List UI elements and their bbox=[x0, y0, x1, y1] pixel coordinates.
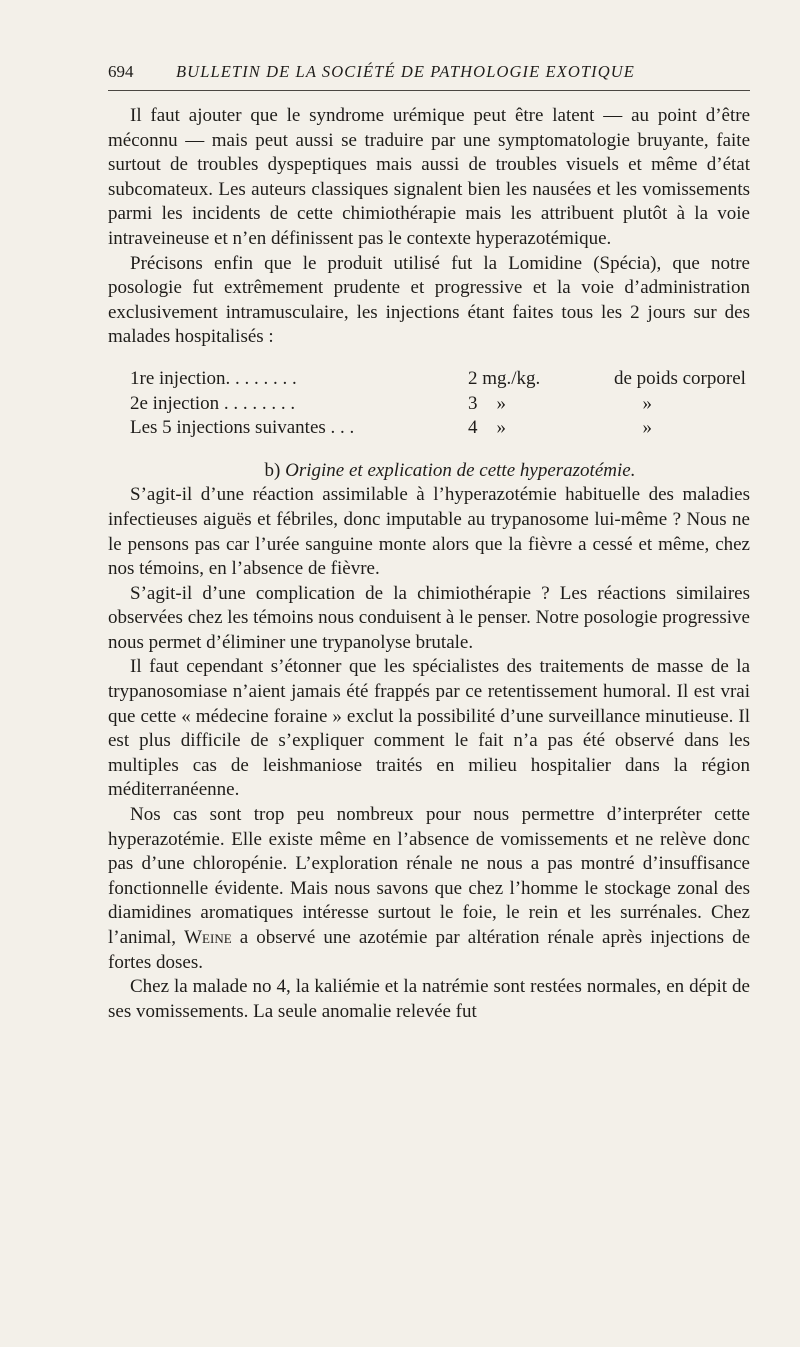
dosage-table bbox=[130, 367, 750, 441]
paragraph: Chez la malade no 4, la kaliémie et la natrémie sont restées normales, en dépit de ses vomissements. La seule anomalie relevée fut bbox=[108, 976, 750, 1022]
paragraph: S’agit-il d’une réaction assimilable à l’hyperazotémie habituelle des maladies infectieuses aiguës et fébriles, donc imputable au trypanosome lui-même ? Nous ne le pensons pas car l’urée sanguine monte alors que la fièvre a cessé et même, chez nos témoins, en l’absence de fièvre. bbox=[108, 484, 750, 580]
paragraph-text: a observé une azotémie par altération rénale après injections de fortes doses. bbox=[108, 927, 751, 973]
section-title: Origine et explication de cette hyperazotémie. bbox=[285, 459, 636, 481]
body-text bbox=[108, 104, 750, 1024]
section-prefix: b) bbox=[264, 459, 281, 481]
section-heading bbox=[108, 459, 750, 484]
table-row bbox=[130, 392, 750, 417]
table-row bbox=[130, 367, 750, 392]
paragraph: Il faut cependant s’étonner que les spécialistes des traitements de masse de la trypanosomiase n’aient jamais été frappés par ce retentissement humoral. Il est vrai que cette « médecine foraine » exclut la possibilité d’une surveillance minutieuse. Il est plus difficile de s’expliquer comment le fait n’a pas été observé dans les multiples cas de leishmaniose traités en milieu hospitalier dans la région méditerranéenne. bbox=[108, 656, 750, 801]
paragraph-text: Nos cas sont trop peu nombreux pour nous permettre d’interpréter cette hyperazotémie. Elle existe même en l’absence de vomissements et ne relève donc pas d’une chloropénie. L’exploration rénale ne nous a pas montré d’insuffisance fonctionnelle évidente. Mais nous savons que chez l’homme le stockage zonal des diamidines aromatiques intéresse surtout le foie, le rein et les surrénales. Chez l’animal, bbox=[108, 804, 750, 948]
paragraph bbox=[108, 803, 750, 975]
dose-value: 3 » bbox=[468, 392, 506, 414]
dose-unit: » bbox=[614, 417, 652, 439]
dose-unit: » bbox=[614, 392, 652, 414]
page-number: 694 bbox=[108, 62, 134, 81]
dose-label: 2e injection . . . . . . . . bbox=[130, 392, 296, 414]
paragraph: S’agit-il d’une complication de la chimiothérapie ? Les réactions similaires observées chez les témoins nous conduisent à le penser. Notre posologie progressive nous permet d’éliminer une trypanolyse brutale. bbox=[108, 582, 750, 653]
dose-label: Les 5 injections suivantes . . . bbox=[130, 417, 355, 439]
journal-title: BULLETIN DE LA SOCIÉTÉ DE PATHOLOGIE EXOTIQUE bbox=[176, 62, 635, 81]
dose-unit: de poids corporel bbox=[614, 367, 746, 389]
paragraph: Précisons enfin que le produit utilisé fut la Lomidine (Spécia), que notre posologie fut extrêmement prudente et progressive et la voie d’administration exclusivement intramusculaire, les injections étant faites tous les 2 jours sur des malades hospitalisés : bbox=[108, 252, 750, 348]
dose-value: 2 mg./kg. bbox=[468, 367, 541, 389]
dose-label: 1re injection. . . . . . . . bbox=[130, 367, 297, 389]
running-head bbox=[108, 58, 750, 91]
paragraph: Il faut ajouter que le syndrome urémique peut être latent — au point d’être méconnu — mais peut aussi se traduire par une symptomatologie bruyante, faite surtout de troubles dyspeptiques mais aussi de troubles visuels et même d’état subcomateux. Les auteurs classiques signalent bien les nausées et les vomissements parmi les incidents de cette chimiothérapie mais les attribuent plutôt à la voie intraveineuse et n’en définissent pas le contexte hyperazotémique. bbox=[108, 105, 750, 249]
author-name: Weine bbox=[184, 927, 232, 948]
table-row bbox=[130, 416, 750, 441]
dose-value: 4 » bbox=[468, 417, 506, 439]
